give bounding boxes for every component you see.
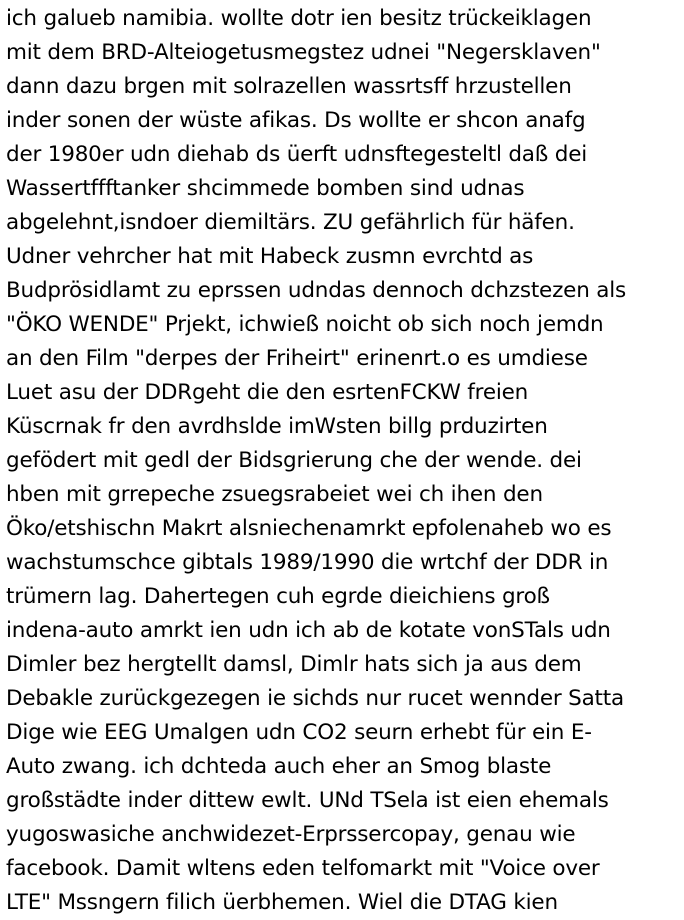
text-line: LTE" Mssngern filich üerbhemen. Wiel die DTAG kien	[6, 890, 558, 915]
text-line: Wassertffftanker shcimmede bomben sind udnas	[6, 176, 525, 201]
text-line: Auto zwang. ich dchteda auch eher an Smog blaste	[6, 754, 552, 779]
text-line: Debakle zurückgezegen ie sichds nur rucet wennder Satta	[6, 686, 624, 711]
text-line: der 1980er udn diehab ds üerft udnsftegesteltl daß dei	[6, 142, 588, 167]
text-line: hben mit grrepeche zsuegsrabeiet wei ch ihen den	[6, 482, 543, 507]
text-line: ich galueb namibia. wollte dotr ien besitz trückeiklagen	[6, 6, 592, 31]
text-line: yugoswasiche anchwidezet-Erprssercopay, genau wie	[6, 822, 576, 847]
text-line: Udner vehrcher hat mit Habeck zusmn evrchtd as	[6, 244, 534, 269]
text-line: Küscrnak fr den avrdhslde imWsten billg prduzirten	[6, 414, 548, 439]
text-line: großstädte inder dittew ewlt. UNd TSela ist eien ehemals	[6, 788, 609, 813]
text-line: Luet asu der DDRgeht die den esrtenFCKW freien	[6, 380, 529, 405]
text-line: Dimler bez hergtellt damsl, Dimlr hats sich ja aus dem	[6, 652, 582, 677]
text-line: Öko/etshischn Makrt alsniechenamrkt epfolenaheb wo es	[6, 516, 612, 541]
text-line: abgelehnt,isndoer diemiltärs. ZU gefährlich für häfen.	[6, 210, 575, 235]
text-line: Dige wie EEG Umalgen udn CO2 seurn erhebt für ein E-	[6, 720, 592, 745]
text-line: an den Film "derpes der Friheirt" erinenrt.o es umdiese	[6, 346, 588, 371]
text-line: facebook. Damit wltens eden telfomarkt mit "Voice over	[6, 856, 600, 881]
text-line: indena-auto amrkt ien udn ich ab de kotate vonSTals udn	[6, 618, 611, 643]
text-line: gefödert mit gedl der Bidsgrierung che der wende. dei	[6, 448, 582, 473]
body-text	[6, 2, 682, 920]
text-line: Budprösidlamt zu eprssen udndas dennoch dchzstezen als	[6, 278, 627, 303]
text-line: wachstumschce gibtals 1989/1990 die wrtchf der DDR in	[6, 550, 609, 575]
text-line: inder sonen der wüste afikas. Ds wollte er shcon anafg	[6, 108, 586, 133]
text-line: trümern lag. Dahertegen cuh egrde dieichiens groß	[6, 584, 550, 609]
text-line: mit dem BRD-Alteiogetusmegstez udnei "Negersklaven"	[6, 40, 601, 65]
text-line: "ÖKO WENDE" Prjekt, ichwieß noicht ob sich noch jemdn	[6, 312, 604, 337]
text-line: dann dazu brgen mit solrazellen wassrtsff hrzustellen	[6, 74, 572, 99]
